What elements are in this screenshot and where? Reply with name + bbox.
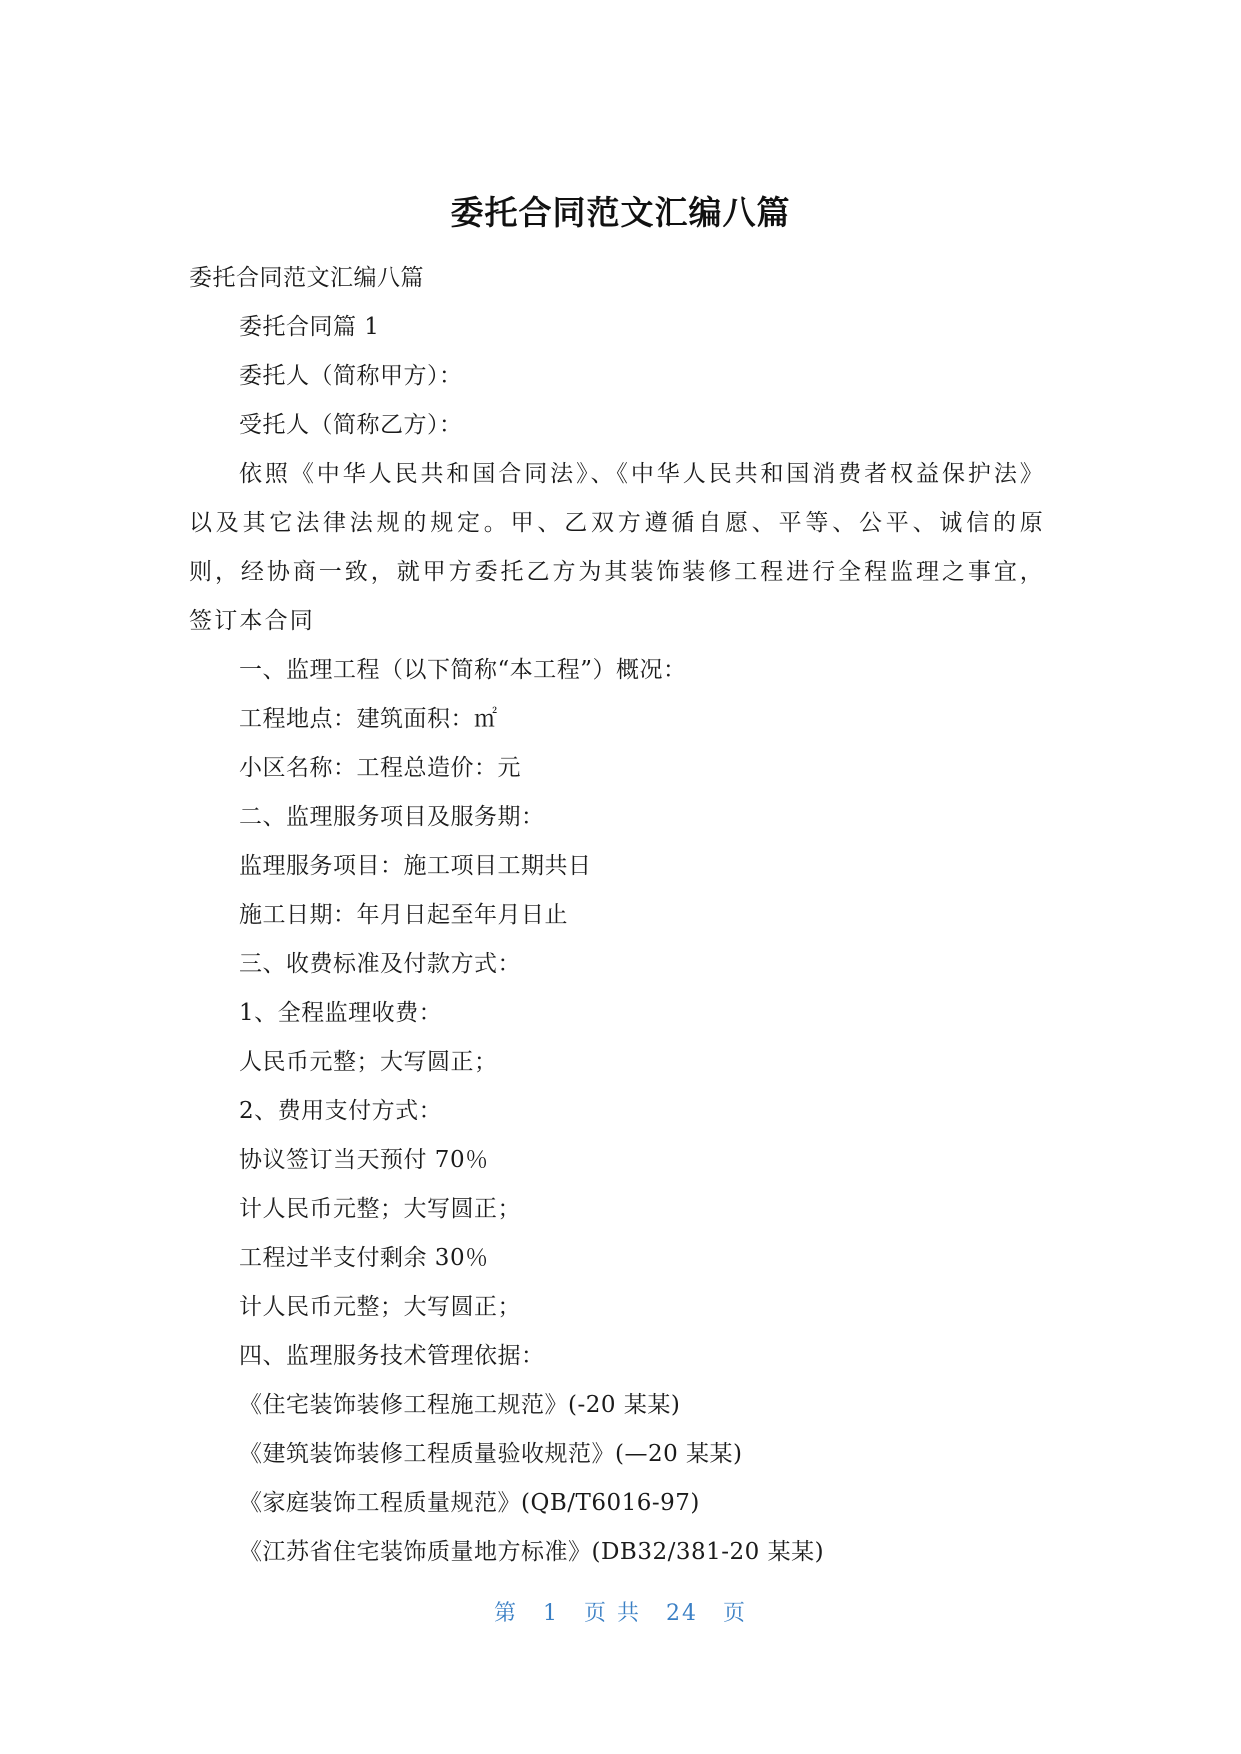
footer-middle: 页 共 bbox=[584, 1601, 641, 1626]
body-line: 《住宅装饰装修工程施工规范》(-20 某某) bbox=[239, 1392, 681, 1418]
body-line: 小区名称：工程总造价：元 bbox=[239, 755, 521, 781]
body-line: 四、监理服务技术管理依据： bbox=[239, 1343, 545, 1369]
document-title: 委托合同范文汇编八篇 bbox=[450, 193, 791, 232]
body-line: 《建筑装饰装修工程质量验收规范》(—20 某某) bbox=[239, 1441, 743, 1467]
body-line: 施工日期：年月日起至年月日止 bbox=[239, 902, 568, 928]
body-line: 工程过半支付剩余 30％ bbox=[239, 1245, 489, 1271]
body-line: 人民币元整；大写圆正； bbox=[239, 1049, 498, 1075]
body-line: 计人民币元整；大写圆正； bbox=[239, 1294, 521, 1320]
body-line: 《家庭装饰工程质量规范》(QB/T6016-97) bbox=[239, 1490, 700, 1516]
body-line: 一、监理工程（以下简称“本工程”）概况： bbox=[239, 657, 687, 683]
body-line: 《江苏省住宅装饰质量地方标准》(DB32/381-20 某某) bbox=[239, 1539, 825, 1565]
body-line: 受托人（简称乙方）： bbox=[239, 412, 463, 438]
body-paragraph: 依照《中华人民共和国合同法》、《中华人民共和国消费者权益保护法》以及其它法律法规的规定。甲、乙双方遵循自愿、平等、公平、诚信的原则，经协商一致，就甲方委托乙方为其装饰装修工程进行全程监理之事宜，签订本合同 bbox=[189, 461, 1045, 634]
body-line: 二、监理服务项目及服务期： bbox=[239, 804, 545, 830]
document-body bbox=[189, 254, 1045, 1577]
footer-total-pages: 24 bbox=[666, 1601, 698, 1626]
body-line: 1、全程监理收费： bbox=[239, 1000, 443, 1026]
body-line: 委托人（简称甲方）： bbox=[239, 363, 463, 389]
body-line: 工程地点：建筑面积：㎡ bbox=[239, 706, 498, 732]
body-line: 监理服务项目：施工项目工期共日 bbox=[239, 853, 592, 879]
body-line: 2、费用支付方式： bbox=[239, 1098, 443, 1124]
body-line: 计人民币元整；大写圆正； bbox=[239, 1196, 521, 1222]
body-line: 协议签订当天预付 70％ bbox=[239, 1147, 489, 1173]
footer-page-number: 1 bbox=[543, 1601, 559, 1626]
body-line: 三、收费标准及付款方式： bbox=[239, 951, 521, 977]
body-line: 委托合同篇 1 bbox=[239, 314, 380, 340]
footer-prefix: 第 bbox=[493, 1601, 518, 1626]
page-footer bbox=[0, 1596, 1241, 1627]
footer-suffix: 页 bbox=[723, 1601, 748, 1626]
body-line: 委托合同范文汇编八篇 bbox=[189, 265, 424, 291]
